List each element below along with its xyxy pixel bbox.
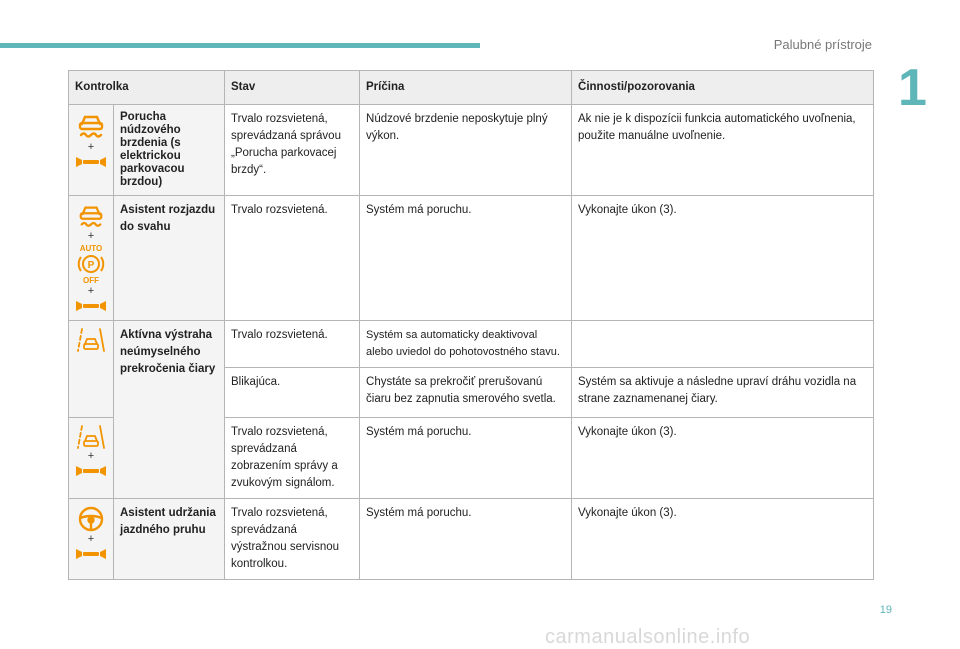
plus-sign: + (87, 450, 95, 462)
indicator-icons (69, 418, 114, 499)
indicator-name: Asistent rozjazdu do svahu (114, 196, 225, 321)
table-row (69, 105, 874, 196)
cinnosti-cell: Ak nie je k dispozícii funkcia automatického uvoľnenia, použite manuálne uvoľnenie. (572, 105, 874, 196)
cinnosti-cell (572, 321, 874, 368)
chapter-title: Palubné prístroje (773, 37, 872, 52)
car-skid-icon (76, 111, 106, 141)
plus-sign: + (87, 141, 95, 153)
wrench-icon (76, 154, 106, 170)
off-label: OFF (83, 276, 99, 285)
column-header-kontrolka: Kontrolka (69, 71, 225, 105)
column-header-stav: Stav (225, 71, 360, 105)
watermark: carmanualsonline.info (545, 626, 751, 648)
wrench-icon (76, 463, 106, 479)
indicator-icons (69, 105, 114, 196)
indicator-icons (69, 196, 114, 321)
p-label: P (87, 260, 95, 271)
stav-cell: Trvalo rozsvietená. (225, 196, 360, 321)
pricina-cell: Systém má poruchu. (360, 418, 572, 499)
header-accent-bar (0, 43, 480, 48)
indicator-icons (69, 321, 114, 418)
indicator-name: Porucha núdzového brzdenia (s elektrickou parkovacou brzdou) (114, 105, 225, 196)
stav-cell: Trvalo rozsvietená, sprevádzaná výstražnou servisnou kontrolkou. (225, 499, 360, 580)
pricina-cell: Núdzové brzdenie neposkytuje plný výkon. (360, 105, 572, 196)
wrench-icon (76, 546, 106, 562)
indicator-name: Aktívna výstraha neúmyselného prekročenia čiary (114, 321, 225, 499)
chapter-number: 1 (898, 59, 927, 117)
auto-parking-brake-icon (75, 243, 107, 285)
table-row (69, 196, 874, 321)
warning-lights-table (68, 70, 874, 580)
car-skid-icon (77, 202, 105, 230)
cinnosti-cell: Vykonajte úkon (3). (572, 499, 874, 580)
indicator-icons (69, 499, 114, 580)
wrench-icon (76, 298, 106, 314)
stav-cell: Blikajúca. (225, 368, 360, 418)
stav-cell: Trvalo rozsvietená. (225, 321, 360, 368)
column-header-pricina: Príčina (360, 71, 572, 105)
cinnosti-cell: Systém sa aktivuje a následne upraví dráhu vozidla na strane zaznamenanej čiary. (572, 368, 874, 418)
steering-wheel-icon (77, 505, 105, 533)
auto-label: AUTO (79, 244, 103, 253)
plus-sign: + (87, 230, 95, 242)
pricina-cell: Systém má poruchu. (360, 499, 572, 580)
pricina-cell: Systém má poruchu. (360, 196, 572, 321)
cinnosti-cell: Vykonajte úkon (3). (572, 196, 874, 321)
pricina-cell: Systém sa automaticky deaktivoval alebo uviedol do pohotovostného stavu. (360, 321, 572, 368)
pricina-cell: Chystáte sa prekročiť prerušovanú čiaru bez zapnutia smerového svetla. (360, 368, 572, 418)
lane-departure-icon (76, 424, 106, 450)
cinnosti-cell: Vykonajte úkon (3). (572, 418, 874, 499)
column-header-cinnosti: Činnosti/pozorovania (572, 71, 874, 105)
table-row (69, 499, 874, 580)
plus-sign: + (87, 285, 95, 297)
lane-departure-icon (76, 327, 106, 353)
table-row (69, 321, 874, 368)
page-number: 19 (879, 604, 892, 616)
stav-cell: Trvalo rozsvietená, sprevádzaná správou „Porucha parkovacej brzdy“. (225, 105, 360, 196)
table-header-row (69, 71, 874, 105)
stav-cell: Trvalo rozsvietená, sprevádzaná zobrazením správy a zvukovým signálom. (225, 418, 360, 499)
plus-sign: + (87, 533, 95, 545)
indicator-name: Asistent udržania jazdného pruhu (114, 499, 225, 580)
